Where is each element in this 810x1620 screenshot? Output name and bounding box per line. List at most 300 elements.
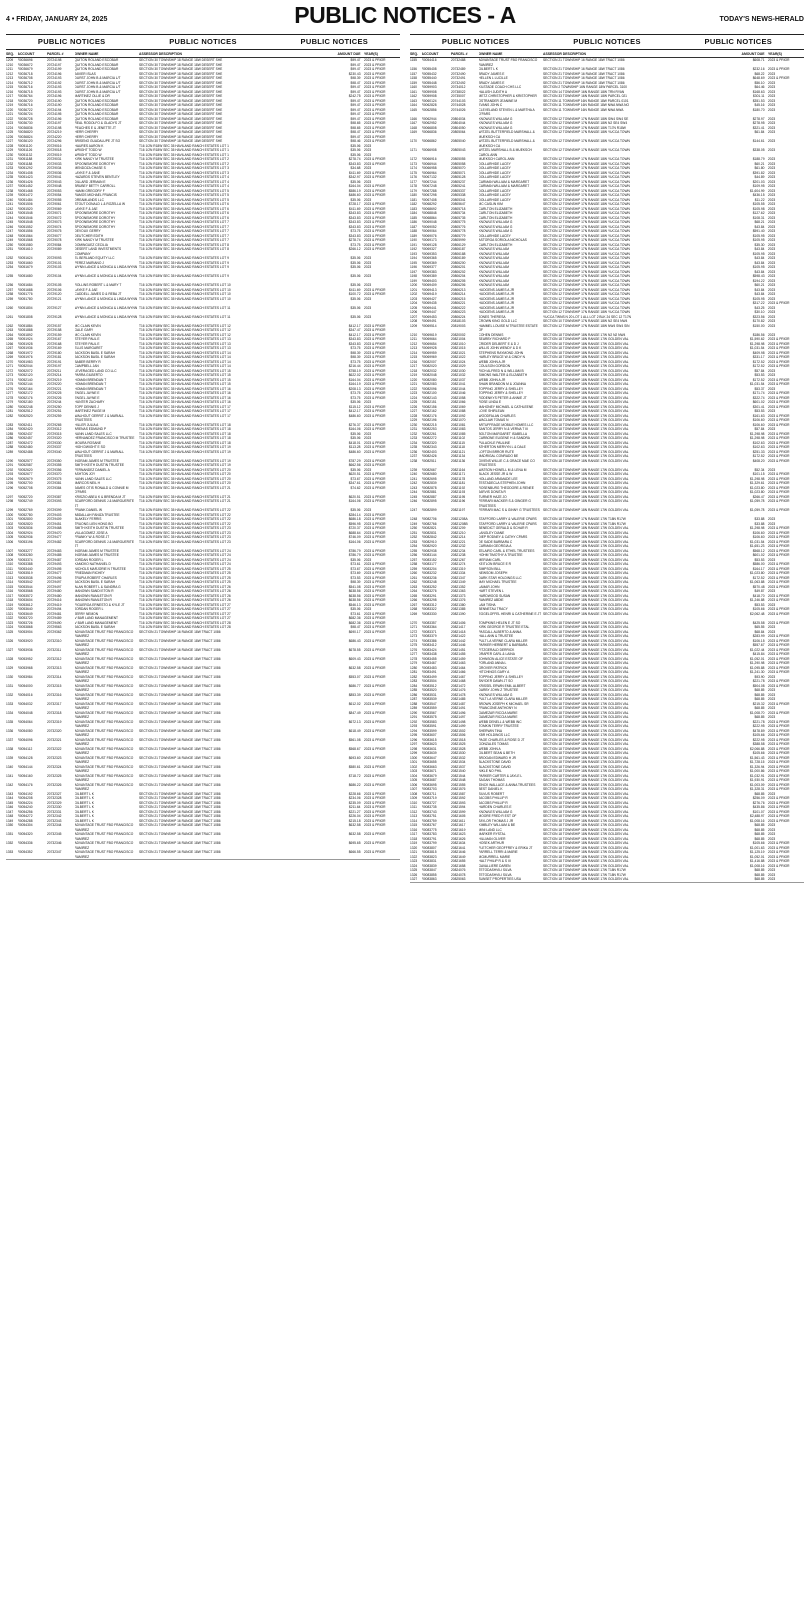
cell-description: SECTION 18 TOWNSHIP 18N RANGE 17W GOLDEN VAL xyxy=(543,665,629,670)
col-owner: OWNER NAME xyxy=(478,52,503,56)
cell-owner: BRUBEY BETTY CARROLL xyxy=(74,184,116,188)
cell-amount: $718.72 xyxy=(348,773,361,778)
cell-description: T16 1/2N R18W SEC 35 HAVILAND RANCH ESTATES LOT 7 xyxy=(139,238,229,242)
cell-account: R0083512 xyxy=(421,683,437,688)
cell-account: R0051892 xyxy=(17,332,33,337)
cell-account: R0083823 xyxy=(421,854,437,859)
cell-account: R0083412 xyxy=(421,643,437,647)
cell-description: SECTION 18 TOWNSHIP 18N RANGE 17W GOLDEN VAL xyxy=(543,809,629,814)
cell-parcel: 20729019 xyxy=(47,152,62,157)
cell-owner: MOURA ROSANE xyxy=(74,440,102,445)
cell-parcel: 20821530 xyxy=(451,751,466,755)
cell-seq: 1241 xyxy=(6,202,14,206)
cell-amount: $230.43 xyxy=(348,71,361,76)
cell-owner: CARLTON ELIZABETH xyxy=(478,211,513,215)
cell-amount: $682.36 xyxy=(348,616,361,620)
cell-amount: $105.95 xyxy=(752,296,765,301)
cell-owner: WITZEL BUTTERFIELD MARSHALL & MUEKSCH CA xyxy=(478,139,535,148)
cell-account: R0054048 xyxy=(17,710,33,715)
cell-description: SECTION 18 TOWNSHIP 18N RANGE 17W GOLDEN VAL xyxy=(543,724,629,728)
cell-amount: $321.41 xyxy=(752,125,765,130)
cell-owner: CRIDER DELBERT E & D J xyxy=(478,341,519,346)
cell-description: SECTION 30 TOWNSHIP 18 RANGE 18W DESERT SHE xyxy=(139,130,223,134)
cell-description: SECTION 30 TOWNSHIP 18 RANGE 18W DESERT SHE xyxy=(139,103,223,107)
cell-owner: GILBERT L K xyxy=(74,805,94,809)
cell-parcel: 20821373 xyxy=(451,593,466,598)
cell-seq: 1353 xyxy=(6,850,14,854)
cell-description: SECTION 21 TOWNSHIP 16 RANGE 18W TRACT 1086 xyxy=(139,728,221,733)
cell-account: R0053572 xyxy=(17,593,33,598)
cell-seq: 1215 xyxy=(6,85,14,89)
cell-account: R0066908 xyxy=(421,148,437,152)
cell-amount: $98.47 xyxy=(350,625,361,629)
cell-years: 2023 & PRIOR xyxy=(364,404,386,409)
cell-years: 2023 & PRIOR xyxy=(364,584,386,589)
cell-parcel: 20821418 xyxy=(451,629,466,634)
cell-parcel: 20805718 xyxy=(451,206,466,211)
cell-owner: KNOWLES WILLIAM G xyxy=(478,220,513,224)
cell-amount: $35.06 xyxy=(350,148,361,152)
cell-owner: SCARFORD DENNIS J & MARGUERITE JT xyxy=(74,539,135,548)
cell-description: T16 1/2N R18W SEC 35 HAVILAND RANCH ESTATES LOT 16 xyxy=(139,400,231,404)
cell-account: R0051804 xyxy=(17,305,33,310)
cell-seq: 1237 xyxy=(6,184,14,188)
cell-amount: $586.19 xyxy=(348,188,361,193)
cell-seq: 1221 xyxy=(410,382,418,386)
cell-years: 2023 xyxy=(768,233,776,238)
cell-amount: $1,298.98 xyxy=(750,526,765,530)
cell-account: R0082143 xyxy=(421,395,437,400)
cell-description: SECTION 11 TOWNSHIP 16N RANGE 18W PARCEL 0101 xyxy=(543,98,629,103)
cell-description: SECTION 18 TOWNSHIP 18N RANGE 17W GOLDEN VAL xyxy=(543,445,629,449)
cell-parcel: 20729018 xyxy=(47,148,62,152)
cell-seq: 1299 xyxy=(6,508,14,512)
cell-description: T16 1/2N R18W SEC 35 HAVILAND RANCH ESTATES LOT 22 xyxy=(139,521,231,526)
cell-seq: 1327 xyxy=(6,647,14,652)
cell-amount: $1,930.91 xyxy=(750,778,765,782)
cell-description: T16 1/2N R18W SEC 35 HAVILAND RANCH ESTATES LOT 26 xyxy=(139,584,231,589)
cell-amount: $1,022.44 xyxy=(750,647,765,652)
cell-years: 2023 & PRIOR xyxy=(768,494,790,499)
cell-seq: 1262 xyxy=(410,580,418,584)
cell-account: R0036708 xyxy=(17,76,33,80)
cell-amount: $172.52 xyxy=(752,364,765,368)
cell-amount: $221.27 xyxy=(348,809,361,814)
cell-seq: 1304 xyxy=(410,773,418,778)
cell-description: SECTION 18 TOWNSHIP 18N RANGE 17W GOLDEN VAL xyxy=(543,377,629,382)
cell-amount: $99.47 xyxy=(350,85,361,89)
cell-account: R0083775 xyxy=(421,827,437,832)
cell-account: R0052140 xyxy=(17,377,33,382)
cell-amount: $662.56 xyxy=(348,463,361,467)
cell-description: SECTION 18 TOWNSHIP 18N RANGE 17W GOLDEN VAL xyxy=(543,805,629,809)
cell-account: R0052587 xyxy=(17,463,33,467)
cell-years: 2023 & PRIOR xyxy=(768,377,790,382)
cell-amount: $2,488.97 xyxy=(750,814,765,818)
cell-account: R0054192 xyxy=(17,791,33,796)
cell-seq: 1345 xyxy=(6,800,14,805)
cell-years: 2023 xyxy=(768,319,776,323)
cell-owner: GILBERT L K xyxy=(478,67,498,71)
cell-parcel: 20821015 xyxy=(451,346,466,350)
cell-owner: PULACKLE PAULINE xyxy=(478,440,511,445)
cell-account: R0083291 xyxy=(421,593,437,598)
cell-parcel: 20821499 xyxy=(451,724,466,728)
cell-years: 2023 & PRIOR xyxy=(768,575,790,580)
cell-amount: $105.95 xyxy=(752,238,765,242)
cell-description: T16 1/2N R18W SEC 35 HAVILAND RANCH ESTATES LOT 25 xyxy=(139,571,231,575)
cell-account: R0082831 xyxy=(421,530,437,535)
cell-parcel: 20821029 xyxy=(451,364,466,368)
cell-seq: 1233 xyxy=(410,436,418,440)
cell-amount: $1,328.31 xyxy=(750,787,765,791)
cell-account: R0053542 xyxy=(17,580,33,584)
cell-amount: $73.75 xyxy=(350,346,361,350)
cell-seq: 1237 xyxy=(410,454,418,458)
cell-seq: 1315 xyxy=(6,584,14,589)
notices-page xyxy=(6,34,804,1616)
cell-description: T16 1/2N R18W SEC 35 HAVILAND RANCH ESTATES LOT 15 xyxy=(139,373,231,377)
cell-account: R0083847 xyxy=(421,868,437,872)
cell-description: SECTION 18 TOWNSHIP 18N RANGE 17W GOLDEN VAL xyxy=(543,373,629,377)
cell-seq: 1344 xyxy=(6,796,14,800)
cell-description: SECTION 18 TOWNSHIP 18N RANGE 17W GOLDEN VAL xyxy=(543,499,629,503)
cell-amount: $638.56 xyxy=(348,589,361,593)
table-row xyxy=(410,459,804,468)
cell-account: R0083727 xyxy=(421,800,437,805)
table-row xyxy=(410,612,804,621)
cell-years: 2023 & PRIOR xyxy=(364,247,386,251)
cell-owner: WRIGHT TODD W xyxy=(74,148,102,152)
cell-description: T16 1/2N R18W SEC 35 HAVILAND RANCH ESTATES LOT 1 xyxy=(139,152,229,157)
cell-description: SECTION 10 TOWNSHIP 17N RANGE 18W N2 SE4 NW4 xyxy=(543,319,628,323)
cell-parcel: 20729075 xyxy=(47,229,62,233)
cell-owner: DURST JOHN B & MARCIA L/T xyxy=(74,89,121,94)
cell-seq: 1327 xyxy=(410,877,418,881)
table-row xyxy=(6,486,400,495)
cell-amount: $1,241.30 xyxy=(750,670,765,674)
cell-owner: WATSON HOWELL M & LENA M xyxy=(478,467,527,472)
cell-seq: 1238 xyxy=(410,458,418,463)
cell-years: 2023 xyxy=(364,179,372,184)
cell-years: 2023 xyxy=(768,242,776,247)
cell-description: SECTION 21 TOWNSHIP 16 RANGE 18W TRACT 1086 xyxy=(139,629,221,634)
cell-parcel: 20821046 xyxy=(451,391,466,395)
cell-amount: $256.09 xyxy=(752,796,765,800)
cell-amount: $172.52 xyxy=(752,377,765,382)
col-parcel: PARCEL # xyxy=(47,52,64,56)
cell-parcel: 20729320 xyxy=(47,436,62,440)
cell-seq: 1287 xyxy=(410,697,418,701)
cell-years: 2023 & PRIOR xyxy=(768,337,790,341)
cell-owner: ELLIS MARGARET xyxy=(74,346,103,350)
cell-parcel: 20729370 xyxy=(47,472,62,476)
cell-parcel: 20805735 xyxy=(451,215,466,220)
cell-account: R0052044 xyxy=(17,364,33,368)
cell-description: SECTION 21 TOWNSHIP 16 RANGE 18W TRACT 1086 xyxy=(139,850,221,854)
cell-description: SECTION 12 TOWNSHIP 17N RANGE 18W YUCCA TOWN xyxy=(543,166,630,170)
cell-amount: $1,031.54 xyxy=(750,539,765,544)
cell-parcel: 20729225 xyxy=(47,391,62,395)
cell-years: 2023 xyxy=(768,697,776,701)
section-label: PUBLIC NOTICES xyxy=(573,37,641,46)
cell-parcel: 20821422 xyxy=(451,634,466,638)
cell-seq: 1306 xyxy=(6,539,14,544)
cell-description: SECTION 21 TOWNSHIP 16 RANGE 18W TRACT 1086 xyxy=(139,814,221,818)
cell-parcel: 20729409 xyxy=(47,517,62,521)
cell-parcel: 20729043 xyxy=(47,179,62,184)
cell-years: 2023 & PRIOR xyxy=(364,332,386,337)
cell-seq: 1295 xyxy=(6,481,14,485)
cell-owner: WEBB DENELL & WEBB INC xyxy=(478,719,522,724)
cell-description: SECTION 18 TOWNSHIP 18N RANGE 17W GOLDEN VAL xyxy=(543,431,629,436)
cell-amount: $115.12 xyxy=(348,404,361,409)
cell-seq: 1220 xyxy=(6,107,14,112)
cell-description: T16 1/2N R18W SEC 35 HAVILAND RANCH ESTATES LOT 25 xyxy=(139,575,231,580)
cell-amount: $113.28 xyxy=(348,445,361,449)
cell-description: SECTION 18 TOWNSHIP 18N RANGE 17W GOLDEN VAL xyxy=(543,841,629,845)
cell-account: R0083330 xyxy=(421,611,437,616)
section-bar xyxy=(410,34,804,50)
cell-seq: 1286 xyxy=(410,692,418,697)
cell-owner: KNOWLES WILLIAM xyxy=(478,283,510,287)
cell-owner: SPOONEMORE DOROTHY xyxy=(74,161,116,166)
cell-description: SECTION 30 TOWNSHIP 18 RANGE 18W DESERT SHE xyxy=(139,62,223,67)
cell-account: R0053519 xyxy=(17,571,33,575)
cell-years: 2023 xyxy=(768,116,776,121)
cell-parcel: 20821164 xyxy=(451,467,466,472)
cell-description: T16 1/2N R18W SEC 35 HAVILAND RANCH ESTATES LOT 22 xyxy=(139,517,231,521)
cell-amount: $351.53 xyxy=(752,98,765,103)
cell-description: SECTION 18 TOWNSHIP 18N RANGE 17W GOLDEN VAL xyxy=(543,418,629,422)
cell-owner: LOFTON BRROR RUTE xyxy=(478,449,515,454)
cell-seq: 1252 xyxy=(410,535,418,539)
cell-amount: $632.58 xyxy=(348,665,361,670)
cell-seq: 1319 xyxy=(410,841,418,845)
cell-parcel: 20805043 xyxy=(451,148,466,152)
cell-account: R0051552 xyxy=(17,224,33,229)
cell-description: SECTION 18 TOWNSHIP 18N RANGE 17W GOLDEN VAL xyxy=(543,467,629,472)
right-table xyxy=(410,58,804,883)
cell-years: 2023 & PRIOR xyxy=(364,463,386,467)
table-row xyxy=(6,823,400,832)
cell-parcel: 20724193 xyxy=(47,76,62,80)
cell-amount: $278.95 xyxy=(752,121,765,125)
cell-owner: JACOBS PHILLIP R xyxy=(478,800,508,805)
cell-parcel: 20732327 xyxy=(47,791,62,796)
cell-owner: KNOWLES WILLIAM G xyxy=(478,224,513,229)
cell-owner: MOORE FRED R EST OF xyxy=(478,814,517,818)
cell-seq: 1225 xyxy=(6,130,14,134)
cell-owner: ADVANTAGE TRUST FBO FRANCISCO RAMIREZ xyxy=(74,782,134,791)
cell-parcel: 20729031 xyxy=(47,157,62,161)
cell-years: 2023 xyxy=(768,260,776,265)
cell-parcel: 20729211 xyxy=(47,368,62,373)
cell-parcel: 20732342 xyxy=(47,814,62,818)
publication-name: TODAY'S NEWS-HERALD xyxy=(719,16,804,23)
cell-description: T16 1/2N R18W SEC 35 HAVILAND RANCH ESTATES LOT 8 xyxy=(139,247,229,251)
cell-parcel: 20732345 xyxy=(47,832,62,836)
cell-parcel: 20821451 xyxy=(451,647,466,652)
cell-seq: 1296 xyxy=(410,737,418,742)
cell-owner: STAFFORD LARRY & VALERIE CPARS xyxy=(478,517,537,521)
page-title: PUBLIC NOTICES - A xyxy=(294,2,516,28)
cell-owner: BABER BERRY R xyxy=(74,359,101,364)
cell-seq: 1205 xyxy=(410,305,418,310)
cell-seq: 1264 xyxy=(6,332,14,337)
cell-owner: BLACK JESSE JR & W xyxy=(478,472,513,476)
cell-seq: 1194 xyxy=(410,256,417,260)
cell-account: R0083615 xyxy=(421,737,437,742)
cell-amount: $1,590.62 xyxy=(750,337,765,341)
cell-account: R0083807 xyxy=(421,845,437,850)
cell-years: 2023 xyxy=(768,130,776,134)
cell-parcel: 20821208B xyxy=(451,521,468,526)
cell-owner: HALL ANN & TRUSTEE xyxy=(478,634,514,638)
cell-amount: $172.52 xyxy=(752,359,765,364)
cell-years: 2023 & PRIOR xyxy=(364,616,386,620)
cell-years: 2023 & PRIOR xyxy=(768,440,790,445)
cell-seq: 1272 xyxy=(6,368,14,373)
cell-owner: QUITON ROLAND ESCOBAR xyxy=(74,62,119,67)
cell-owner: HUDGENS JAMES A JR xyxy=(478,301,515,305)
cell-years: 2023 xyxy=(364,508,372,512)
cell-seq: 1247 xyxy=(410,508,418,512)
cell-parcel: 20821390 xyxy=(451,611,466,616)
cell-seq: 1346 xyxy=(6,805,14,809)
cell-seq: 1177 xyxy=(410,179,417,184)
section-label: PUBLIC NOTICES xyxy=(441,37,510,46)
cell-owner: BRISENO GUADALUPE JT SO xyxy=(74,139,121,143)
cell-seq: 1248 xyxy=(6,233,14,238)
cell-account: R0054144 xyxy=(17,764,33,769)
cell-description: T16 1/2N R18W SEC 35 HAVILAND RANCH ESTATES LOT 9 xyxy=(139,265,229,269)
cell-amount: $180.70 xyxy=(752,107,765,112)
cell-description: SECTION 21 TOWNSHIP 16 RANGE 18W TRACT 1086 xyxy=(139,656,221,661)
cell-owner: TETODASHVILI SILVA xyxy=(478,872,512,877)
cell-amount: $172.52 xyxy=(752,575,765,580)
cell-amount: $504.08 xyxy=(752,683,765,688)
cell-amount: $638.56 xyxy=(348,593,361,598)
cell-amount: $331.17 xyxy=(752,355,765,359)
cell-parcel: 20729487 xyxy=(47,557,62,562)
cell-description: T16 1/2N R18W SEC 35 HAVILAND RANCH ESTATES LOT 21 xyxy=(139,485,231,490)
col-parcel: PARCEL # xyxy=(451,52,468,56)
cell-years: 2023 xyxy=(768,125,776,130)
cell-seq: 1231 xyxy=(410,427,418,431)
cell-description: SECTION 12 TOWNSHIP 17N RANGE 18W YUCCA TOWN xyxy=(543,278,630,283)
cell-account: R0083839 xyxy=(421,863,437,868)
cell-parcel: 20821540 xyxy=(451,769,466,773)
cell-years: 2023 & PRIOR xyxy=(364,764,386,769)
cell-account: R0053604 xyxy=(17,598,33,602)
cell-seq: 1280 xyxy=(6,404,14,409)
cell-seq: 1230 xyxy=(410,422,418,427)
cell-amount: $648.69 xyxy=(752,76,765,80)
cell-years: 2023 & PRIOR xyxy=(364,598,386,602)
cell-seq: 1242 xyxy=(6,206,14,211)
cell-parcel: 20821221 xyxy=(451,539,466,544)
cell-account: R0051684 xyxy=(17,283,33,287)
table-row xyxy=(6,247,400,256)
cell-description: SECTION 18 TOWNSHIP 18N RANGE 17W GOLDEN VAL xyxy=(543,458,629,463)
cell-owner: ENGEL JAYNE E xyxy=(74,391,100,395)
cell-years: 2023 & PRIOR xyxy=(768,679,790,683)
cell-owner: WITZEL BUTTERFIELD MARSHALL & MUEKSCH CA xyxy=(478,130,535,139)
cell-owner: EVANS JOHN C xyxy=(478,103,503,107)
cell-description: SECTION 18 TOWNSHIP 18N RANGE 17W GOLDEN VAL xyxy=(543,359,629,364)
cell-description: T16 1/2N R18W SEC 35 HAVILAND RANCH ESTATES LOT 14 xyxy=(139,359,231,364)
cell-seq: 1278 xyxy=(410,656,418,661)
cell-account: R0054304 xyxy=(17,823,33,827)
cell-seq: 1184 xyxy=(410,211,417,215)
cell-parcel: 20821030 xyxy=(451,368,466,373)
cell-parcel: 20806205 xyxy=(451,278,466,283)
cell-amount: $561.08 xyxy=(348,737,361,742)
table-row xyxy=(6,450,400,459)
cell-seq: 1342 xyxy=(6,782,14,787)
cell-years: 2023 & PRIOR xyxy=(364,130,386,134)
cell-parcel: 20821171 xyxy=(451,472,466,476)
cell-owner: HELLEN L LUCILLE xyxy=(478,76,508,80)
cell-description: SECTION 30 TOWNSHIP 18 RANGE 18W DESERT SHE xyxy=(139,94,223,98)
cell-seq: 1216 xyxy=(410,359,418,364)
cell-years: 2023 & PRIOR xyxy=(768,476,790,481)
cell-seq: 1161 xyxy=(410,89,417,94)
cell-amount: $73.67 xyxy=(350,566,361,571)
cell-description: T16 1/2N R18W SEC 35 HAVILAND RANCH ESTATES LOT 10 xyxy=(139,292,231,296)
cell-owner: DEVOUX GERRY xyxy=(74,229,101,233)
cell-years: 2023 & PRIOR xyxy=(364,566,386,571)
cell-description: T16 1/2N R18W SEC 35 HAVILAND RANCH ESTATES LOT 28 xyxy=(139,625,231,629)
cell-owner: NUNN LAND SALES LLC xyxy=(74,476,112,481)
cell-parcel: 20729315 xyxy=(47,431,62,436)
cell-owner: V BAR LAND MANAGEMENT xyxy=(74,620,119,625)
cell-seq: 1183 xyxy=(410,206,417,211)
cell-amount: $33.88 xyxy=(754,517,765,521)
cell-account: R0054016 xyxy=(17,692,33,697)
cell-account: R0069491 xyxy=(421,319,437,323)
cell-seq: 1309 xyxy=(410,796,418,800)
cell-owner: QUITON ROLAND ESCOBAR xyxy=(74,98,119,103)
cell-owner: QUITON ROLAND ESCOBAR xyxy=(74,58,119,62)
cell-seq: 1334 xyxy=(6,710,14,715)
cell-seq: 1262 xyxy=(6,323,14,328)
cell-description: SECTION 12 TOWNSHIP 17N RANGE 18W N2 SE4 SW4 xyxy=(543,121,628,125)
cell-years: 2023 & PRIOR xyxy=(364,229,386,233)
cell-owner: DOLLARHIDE LACEY xyxy=(478,161,511,166)
cell-seq: 1241 xyxy=(410,476,418,481)
cell-amount: $98.47 xyxy=(350,130,361,134)
cell-parcel: 20724194 xyxy=(47,107,62,112)
cell-parcel: 20821593 xyxy=(451,800,466,805)
cell-amount: $99.47 xyxy=(350,98,361,103)
cell-owner: TOMKIN TERRY TRUSTEE xyxy=(478,724,519,728)
cell-parcel: 20821196 xyxy=(451,499,466,503)
cell-years: 2023 & PRIOR xyxy=(768,526,790,530)
cell-years: 2023 xyxy=(768,85,776,89)
cell-parcel: 20724190 xyxy=(47,98,62,103)
cell-seq: 1259 xyxy=(410,566,418,571)
cell-owner: DOLLARHIDE LACEY xyxy=(478,188,511,193)
cell-parcel: 20821498 xyxy=(451,719,466,724)
cell-account: R0082162 xyxy=(421,409,437,413)
cell-owner: FIGUEROA ERNESTO & KYLE JT xyxy=(74,602,125,607)
cell-amount: $53.53 xyxy=(754,409,765,413)
cell-description: SECTION 30 TOWNSHIP 18 RANGE 18W DESERT SHE xyxy=(139,89,223,94)
cell-seq: 1229 xyxy=(410,418,418,422)
cell-account: R0083232 xyxy=(421,571,437,575)
